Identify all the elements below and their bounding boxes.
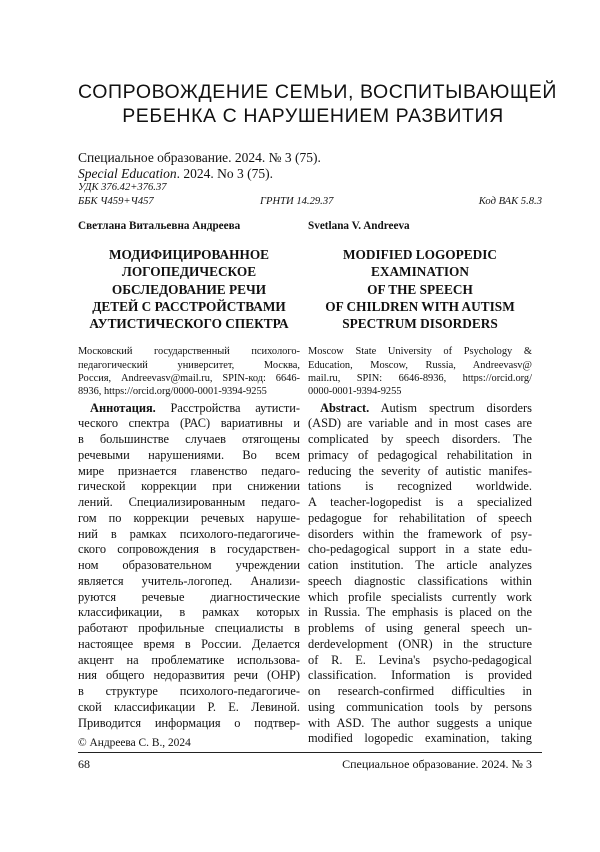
journal-footer: Специальное образование. 2024. № 3 xyxy=(342,757,532,771)
abstract-ru-line: руются речевые диагностические xyxy=(78,589,300,604)
author-en: Svetlana V. Andreeva xyxy=(308,220,410,232)
abstract-en-line: cation institution. The article analyzes xyxy=(308,558,532,573)
author-ru: Светлана Витальевна Андреева xyxy=(78,220,241,232)
abstract-ru-line: мире признается главенство педаго- xyxy=(78,463,300,478)
abstract-ru-line: ном образовательном учреждении xyxy=(78,558,300,573)
affiliation-ru-line: педагогический университет, Москва, xyxy=(78,359,300,371)
abstract-en-line: on research-confirmed difficulties in xyxy=(308,684,532,699)
abstract-en-line: classification. Information is provided xyxy=(308,668,532,683)
title-en-line: EXAMINATION xyxy=(370,264,469,280)
abstract-ru-line: ческого спектра (РАС) вариативны и xyxy=(78,416,300,431)
abstract-ru-line: ской классификации Р. Е. Левиной. xyxy=(78,699,300,714)
title-en-line: MODIFIED LOGOPEDIC xyxy=(342,247,498,262)
bbk-code: ББК Ч459+Ч457 xyxy=(78,195,154,207)
abstract-ru-line: Приводится информация о подтвер- xyxy=(78,715,300,730)
abstract-ru-line: в большинстве случаев отягощены xyxy=(78,432,300,447)
affiliation-ru-line: Московский государственный психолого- xyxy=(78,346,300,358)
article-title-en xyxy=(308,246,532,332)
citation xyxy=(78,150,321,182)
citation-en-rest: . 2024. No 3 (75). xyxy=(176,166,273,181)
abstract-en-line: which profile specialists currently work xyxy=(308,589,532,604)
affiliation-en-line: mail.ru, SPIN: 6646-8936, https://orcid.org/ xyxy=(308,373,532,385)
abstract-en-line: pedagogue for rehabilitation of speech xyxy=(308,510,532,525)
abstract-ru-line: речевыми нарушениями. Во всем xyxy=(78,447,300,462)
citation-en xyxy=(78,166,321,182)
section-title-line-2: РЕБЕНКА С НАРУШЕНИЕМ РАЗВИТИЯ xyxy=(122,105,504,127)
affiliation-ru xyxy=(78,345,300,398)
abstract-en-line: disorders within the framework of psy- xyxy=(308,526,532,541)
abstract-en-line: using communication tools by persons xyxy=(308,699,532,714)
article-title-ru xyxy=(78,246,300,332)
citation-ru: Специальное образование. 2024. № 3 (75). xyxy=(78,150,321,165)
english-column xyxy=(308,219,532,747)
page-number: 68 xyxy=(78,757,90,771)
affiliation-en-line: Education, Moscow, Russia, Andreevasv@ xyxy=(308,359,532,371)
abstract-en-line: of R. E. Levina's psycho-pedagogical xyxy=(308,652,532,667)
abstract-label-ru: Аннотация. xyxy=(90,400,156,415)
title-ru-line: АУТИСТИЧЕСКОГО СПЕКТРА xyxy=(89,316,289,332)
title-en-line: OF CHILDREN WITH AUTISM xyxy=(325,298,515,314)
abstract-en-line: with ASD. The author suggests a unique xyxy=(308,715,532,730)
footer-divider xyxy=(78,752,542,753)
abstract-ru-line: является учитель-логопед. Анализи- xyxy=(78,573,300,588)
abstract-ru xyxy=(78,401,300,732)
abstract-ru-line: настоящее время в России. Делается xyxy=(78,636,300,651)
abstract-label-en: Abstract. xyxy=(320,400,370,415)
abstract-en-line: modified logopedic examination, taking xyxy=(308,731,532,746)
affiliation-ru-line: 8936, https://orcid.org/0000-0001-9394-9255 xyxy=(78,386,267,398)
section-title-line-1: СОПРОВОЖДЕНИЕ СЕМЬИ, ВОСПИТЫВАЮЩЕЙ xyxy=(78,81,557,103)
abstract-en-line: complicated by speech disorders. The xyxy=(308,432,532,447)
vak-code: Код ВАК 5.8.3 xyxy=(478,195,542,207)
grnti-code: ГРНТИ 14.29.37 xyxy=(260,195,334,207)
abstract-ru-line: классификации, в рамках которых xyxy=(78,605,300,620)
title-ru-line: ДЕТЕЙ С РАССТРОЙСТВАМИ xyxy=(92,298,286,314)
abstract-ru-line: лений. Специализированным педаго- xyxy=(78,495,300,510)
abstract-ru-line: ния общего недоразвития речи (ОНР) xyxy=(78,668,300,683)
title-ru-line: ОБСЛЕДОВАНИЕ РЕЧИ xyxy=(111,281,267,297)
abstract-en-line: reducing the severity of autistic manifes- xyxy=(308,463,532,478)
citation-en-journal: Special Education xyxy=(78,166,177,181)
copyright-notice: © Андреева С. В., 2024 xyxy=(78,737,191,749)
abstract-ru-line: Расстройства аутисти- xyxy=(155,400,300,415)
abstract-ru-line: работают профильные специалисты в xyxy=(78,621,300,636)
abstract-en-line: tations is recognized worldwide. xyxy=(308,479,532,494)
title-ru-line: МОДИФИЦИРОВАННОЕ xyxy=(108,247,270,262)
affiliation-en xyxy=(308,345,532,398)
classification-codes xyxy=(78,181,542,209)
abstract-en-line: (ASD) are variable and in most cases are xyxy=(308,416,532,431)
abstract-ru-line: в структуре психолого-педагогиче- xyxy=(78,684,300,699)
abstract-ru-line: гом по коррекции речевых наруше- xyxy=(78,510,300,525)
abstract-en-line: cho-pedagogical support in a state edu- xyxy=(308,542,532,557)
abstract-ru-line: гической коррекции при снижении xyxy=(78,479,300,494)
section-header xyxy=(78,80,557,128)
abstract-en-line: problems of using general speech un- xyxy=(308,621,532,636)
abstract-en xyxy=(308,401,532,748)
affiliation-en-line: Moscow State University of Psychology & xyxy=(308,346,532,358)
title-en-line: SPECTRUM DISORDERS xyxy=(342,316,498,332)
abstract-en-line: speech diagnostic classifications within xyxy=(308,573,532,588)
abstract-ru-line: акцент на проблематике использова- xyxy=(78,652,300,667)
title-en-line: OF THE SPEECH xyxy=(367,281,473,297)
abstract-ru-line: ского сопровождения в государствен- xyxy=(78,542,300,557)
affiliation-ru-line: Россия, Andreevasv@mail.ru, SPIN-код: 6646- xyxy=(78,373,300,385)
russian-column xyxy=(78,219,300,731)
abstract-en-line: in Russia. The emphasis is placed on the xyxy=(308,605,532,620)
abstract-en-line: derdevelopment (ONR) in the structure xyxy=(308,636,532,651)
abstract-ru-line: ний в рамках психолого-педагогиче- xyxy=(78,526,300,541)
udk-code: УДК 376.42+376.37 xyxy=(78,182,167,193)
abstract-en-line: A teacher-logopedist is a specialized xyxy=(308,495,532,510)
abstract-en-line: Autism spectrum disorders xyxy=(369,400,532,415)
affiliation-en-line: 0000-0001-9394-9255 xyxy=(308,386,402,398)
abstract-en-line: primacy of pedagogical rehabilitation in xyxy=(308,447,532,462)
title-ru-line: ЛОГОПЕДИЧЕСКОЕ xyxy=(121,264,257,280)
